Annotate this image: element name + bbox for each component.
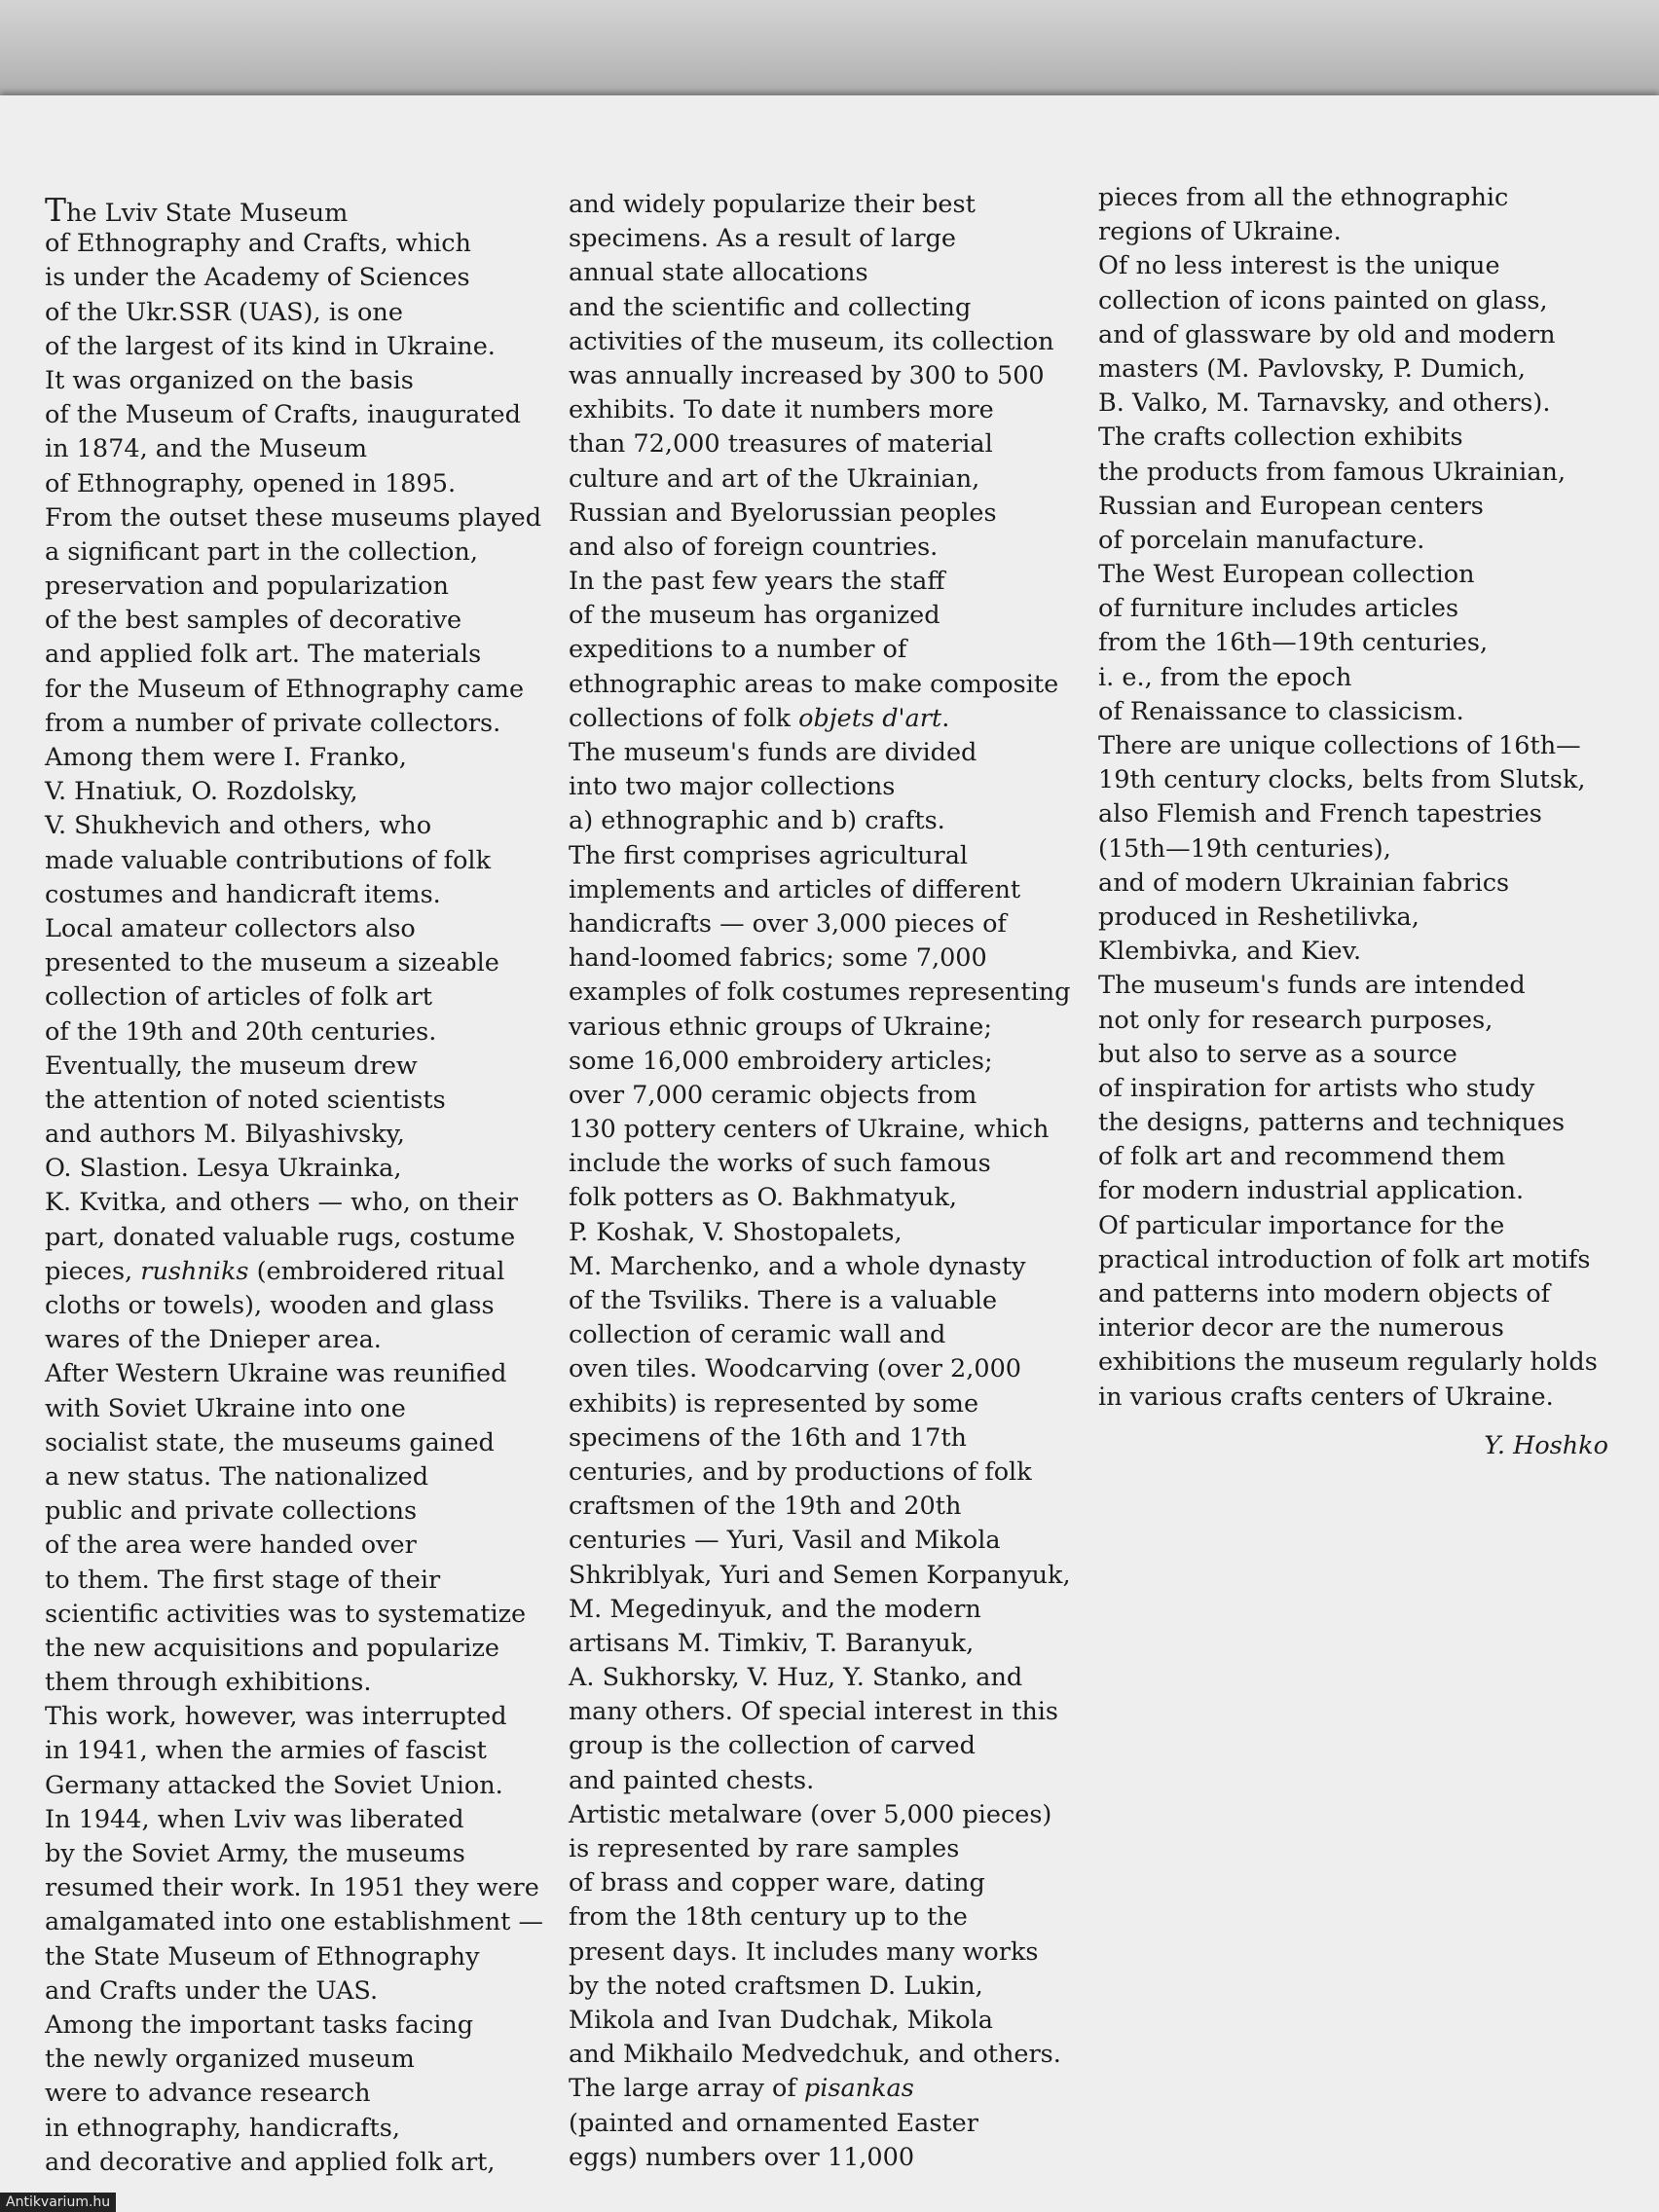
text-line: part, donated valuable rugs, costume: [45, 1222, 516, 1252]
text-line: regions of Ukraine.: [1098, 217, 1342, 247]
text-line: presented to the museum a sizeable: [45, 948, 499, 978]
text-line: activities of the museum, its collection: [569, 326, 1054, 356]
text-line: This work, however, was interrupted: [45, 1702, 507, 1732]
text-line: a significant part in the collection,: [45, 536, 478, 567]
text-line: of the 19th and 20th centuries.: [45, 1016, 437, 1047]
text-line: for modern industrial application.: [1098, 1176, 1525, 1206]
text-line: and decorative and applied folk art,: [45, 2147, 496, 2177]
text-line: and Mikhailo Medvedchuk, and others.: [569, 2040, 1061, 2070]
text-line: of the area were handed over: [45, 1530, 417, 1561]
text-line: the newly organized museum: [45, 2045, 415, 2075]
text-line: them through exhibitions.: [45, 1668, 372, 1698]
text-line: exhibits) is represented by some: [569, 1388, 979, 1419]
text-line: not only for research purposes,: [1098, 1005, 1493, 1035]
text-line: is under the Academy of Sciences: [45, 263, 470, 293]
text-line: In 1944, when Lviv was liberated: [45, 1804, 464, 1834]
text-line: Among them were I. Franko,: [45, 743, 407, 772]
text-line: and the scientific and collecting: [569, 292, 972, 322]
text-line: by the Soviet Army, the museums: [45, 1839, 465, 1868]
text-line: Russian and Byelorussian peoples: [569, 498, 997, 528]
text-line: of the largest of its kind in Ukraine.: [45, 331, 496, 361]
text-line: in various crafts centers of Ukraine.: [1098, 1382, 1554, 1412]
text-line: socialist state, the museums gained: [45, 1427, 495, 1457]
text-line: of Ethnography, opened in 1895.: [45, 468, 457, 498]
text-column-2: [569, 188, 1075, 2175]
text-line: After Western Ukraine was reunified: [45, 1359, 507, 1389]
text-line: of brass and copper ware, dating: [569, 1868, 985, 1899]
text-line: were to advance research: [45, 2079, 371, 2109]
text-line: and Crafts under the UAS.: [45, 1975, 379, 2006]
text-line: ethnographic areas to make composite: [569, 669, 1059, 699]
text-line: masters (M. Pavlovsky, P. Dumich,: [1098, 353, 1526, 384]
text-line: scientific activities was to systematize: [45, 1599, 527, 1629]
text-line: preservation and popularization: [45, 571, 449, 602]
text-line: centuries — Yuri, Vasil and Mikola: [569, 1526, 1001, 1556]
text-line: various ethnic groups of Ukraine;: [569, 1012, 992, 1042]
text-line: of the Tsviliks. There is a valuable: [569, 1286, 998, 1315]
text-line: Of particular importance for the: [1098, 1210, 1505, 1240]
text-line: by the noted craftsmen D. Lukin,: [569, 1971, 983, 2001]
text-line: Artistic metalware (over 5,000 pieces): [569, 1799, 1052, 1829]
text-line: eggs) numbers over 11,000: [569, 2142, 915, 2172]
text-line: It was organized on the basis: [45, 365, 414, 395]
text-line: and of modern Ukrainian fabrics: [1098, 867, 1510, 898]
text-line: There are unique collections of 16th—: [1098, 731, 1581, 760]
text-line: made valuable contributions of folk: [45, 845, 492, 875]
text-line: was annually increased by 300 to 500: [569, 360, 1045, 390]
text-column-1: [45, 193, 551, 2180]
text-line: specimens of the 16th and 17th: [569, 1422, 967, 1453]
text-line: handicrafts — over 3,000 pieces of: [569, 908, 1007, 939]
text-line: of Ethnography and Crafts, which: [45, 229, 471, 259]
text-line: The crafts collection exhibits: [1098, 423, 1463, 453]
text-line: implements and articles of different: [569, 874, 1021, 904]
text-line: Of no less interest is the unique: [1098, 251, 1500, 281]
text-line: P. Koshak, V. Shostopalets,: [569, 1217, 903, 1247]
text-line: Eventually, the museum drew: [45, 1051, 418, 1081]
text-column-3: [1098, 181, 1604, 1415]
text-line: of inspiration for artists who study: [1098, 1073, 1535, 1103]
text-line: into two major collections: [569, 772, 896, 802]
text-line: and authors M. Bilyashivsky,: [45, 1120, 405, 1150]
book-page: [0, 95, 1659, 2212]
text-line: group is the collection of carved: [569, 1731, 976, 1761]
text-line: A. Sukhorsky, V. Huz, Y. Stanko, and: [569, 1663, 1023, 1693]
text-line: 19th century clocks, belts from Slutsk,: [1098, 765, 1586, 795]
text-line: annual state allocations: [569, 258, 868, 288]
text-line: and patterns into modern objects of: [1098, 1279, 1551, 1309]
text-line: with Soviet Ukraine into one: [45, 1393, 406, 1423]
text-line: The first comprises agricultural: [569, 840, 969, 870]
text-line: pieces from all the ethnographic: [1098, 183, 1509, 212]
text-line: from a number of private collectors.: [45, 708, 501, 738]
text-line: From the outset these museums played: [45, 502, 542, 533]
text-line: collection of icons painted on glass,: [1098, 285, 1548, 315]
text-line: in 1874, and the Museum: [45, 434, 368, 464]
text-line: of the Ukr.SSR (UAS), is one: [45, 297, 403, 327]
text-line: include the works of such famous: [569, 1149, 991, 1179]
page-top-edge: [0, 0, 1659, 107]
text-line: is represented by rare samples: [569, 1834, 960, 1863]
text-line: folk potters as O. Bakhmatyuk,: [569, 1183, 957, 1213]
text-line: cloths or towels), wooden and glass: [45, 1291, 495, 1320]
text-line: The museum's funds are divided: [569, 738, 977, 767]
text-line: a) ethnographic and b) crafts.: [569, 806, 945, 836]
text-line: in ethnography, handicrafts,: [45, 2113, 400, 2143]
text-line: oven tiles. Woodcarving (over 2,000: [569, 1354, 1022, 1384]
text-line: many others. Of special interest in this: [569, 1697, 1059, 1727]
text-line: public and private collections: [45, 1496, 418, 1527]
text-line: than 72,000 treasures of material: [569, 429, 993, 460]
text-line: craftsmen of the 19th and 20th: [569, 1492, 962, 1522]
text-line: in 1941, when the armies of fascist: [45, 1736, 487, 1766]
text-line: artisans M. Timkiv, T. Baranyuk,: [569, 1628, 975, 1658]
text-line: and painted chests.: [569, 1765, 815, 1795]
text-line: V. Hnatiuk, O. Rozdolsky,: [45, 777, 358, 807]
text-line: Among the important tasks facing: [45, 2009, 474, 2040]
text-line: wares of the Dnieper area.: [45, 1325, 382, 1355]
text-line: of the museum has organized: [569, 601, 940, 631]
text-line: but also to serve as a source: [1098, 1039, 1457, 1069]
text-line: collection of ceramic wall and: [569, 1320, 946, 1350]
author-signature: Y. Hoshko: [1484, 1431, 1608, 1460]
text-line: expeditions to a number of: [569, 635, 907, 665]
text-line: produced in Reshetilivka,: [1098, 902, 1419, 932]
text-line: and applied folk art. The materials: [45, 640, 482, 670]
text-line: interior decor are the numerous: [1098, 1313, 1504, 1344]
text-line: The museum's funds are intended: [1098, 971, 1526, 1001]
text-line: collection of articles of folk art: [45, 982, 433, 1013]
text-line: of porcelain manufacture.: [1098, 525, 1425, 555]
text-line: the attention of noted scientists: [45, 1085, 446, 1115]
text-line: V. Shukhevich and others, who: [45, 811, 432, 841]
text-line: the State Museum of Ethnography: [45, 1941, 480, 1972]
text-line: 130 pottery centers of Ukraine, which: [569, 1115, 1050, 1145]
text-line: exhibits. To date it numbers more: [569, 395, 994, 425]
text-line: of the Museum of Crafts, inaugurated: [45, 400, 521, 430]
text-line: (painted and ornamented Easter: [569, 2108, 978, 2138]
text-line: and of glassware by old and modern: [1098, 319, 1556, 350]
text-line: the designs, patterns and techniques: [1098, 1108, 1566, 1138]
text-line: amalgamated into one establishment —: [45, 1907, 543, 1937]
text-line: for the Museum of Ethnography came: [45, 674, 525, 704]
text-line: practical introduction of folk art motifs: [1098, 1244, 1591, 1274]
text-line: centuries, and by productions of folk: [569, 1456, 1032, 1487]
text-line: the products from famous Ukrainian,: [1098, 457, 1567, 487]
text-line: M. Megedinyuk, and the modern: [569, 1594, 981, 1624]
text-line: also Flemish and French tapestries: [1098, 799, 1542, 830]
text-line: In the past few years the staff: [569, 567, 945, 597]
text-line: over 7,000 ceramic objects from: [569, 1080, 977, 1110]
text-line: Russian and European centers: [1098, 491, 1484, 521]
text-line: hand-loomed fabrics; some 7,000: [569, 943, 987, 974]
text-line: Mikola and Ivan Dudchak, Mikola: [569, 2005, 993, 2035]
text-line: from the 16th—19th centuries,: [1098, 628, 1489, 658]
text-line: examples of folk costumes representing: [569, 977, 1071, 1008]
text-line: a new status. The nationalized: [45, 1461, 429, 1492]
text-line: and widely popularize their best: [569, 190, 976, 219]
text-line: and also of foreign countries.: [569, 532, 939, 562]
text-line: (15th—19th centuries),: [1098, 833, 1391, 864]
text-line: M. Marchenko, and a whole dynasty: [569, 1251, 1026, 1281]
text-line: specimens. As a result of large: [569, 224, 957, 254]
text-line: pieces, rushniks (embroidered ritual: [45, 1256, 505, 1286]
text-line: some 16,000 embroidery articles;: [569, 1046, 993, 1076]
text-line: of folk art and recommend them: [1098, 1142, 1506, 1172]
site-watermark: Antikvarium.hu: [0, 2193, 116, 2212]
text-line: i. e., from the epoch: [1098, 662, 1352, 692]
text-line: from the 18th century up to the: [569, 1902, 968, 1933]
text-line: The large array of pisankas: [569, 2074, 914, 2104]
text-line: O. Slastion. Lesya Ukrainka,: [45, 1154, 402, 1184]
text-line: The Lviv State Museum: [45, 191, 349, 229]
text-line: to them. The first stage of their: [45, 1565, 441, 1595]
text-line: present days. It includes many works: [569, 1936, 1039, 1967]
text-line: Shkriblyak, Yuri and Semen Korpanyuk,: [569, 1560, 1071, 1590]
text-line: collections of folk objets d'art.: [569, 703, 950, 733]
text-line: costumes and handicraft items.: [45, 879, 441, 909]
text-line: of furniture includes articles: [1098, 594, 1459, 624]
text-line: of the best samples of decorative: [45, 606, 462, 636]
text-line: culture and art of the Ukrainian,: [569, 463, 980, 494]
text-line: The West European collection: [1098, 560, 1475, 590]
text-line: the new acquisitions and popularize: [45, 1633, 500, 1663]
text-line: K. Kvitka, and others — who, on their: [45, 1188, 518, 1218]
text-line: of Renaissance to classicism.: [1098, 696, 1464, 726]
text-line: B. Valko, M. Tarnavsky, and others).: [1098, 388, 1551, 419]
text-line: resumed their work. In 1951 they were: [45, 1873, 539, 1903]
text-line: Local amateur collectors also: [45, 913, 416, 943]
text-line: exhibitions the museum regularly holds: [1098, 1347, 1598, 1378]
text-line: Klembivka, and Kiev.: [1098, 937, 1362, 967]
text-line: Germany attacked the Soviet Union.: [45, 1770, 503, 1800]
